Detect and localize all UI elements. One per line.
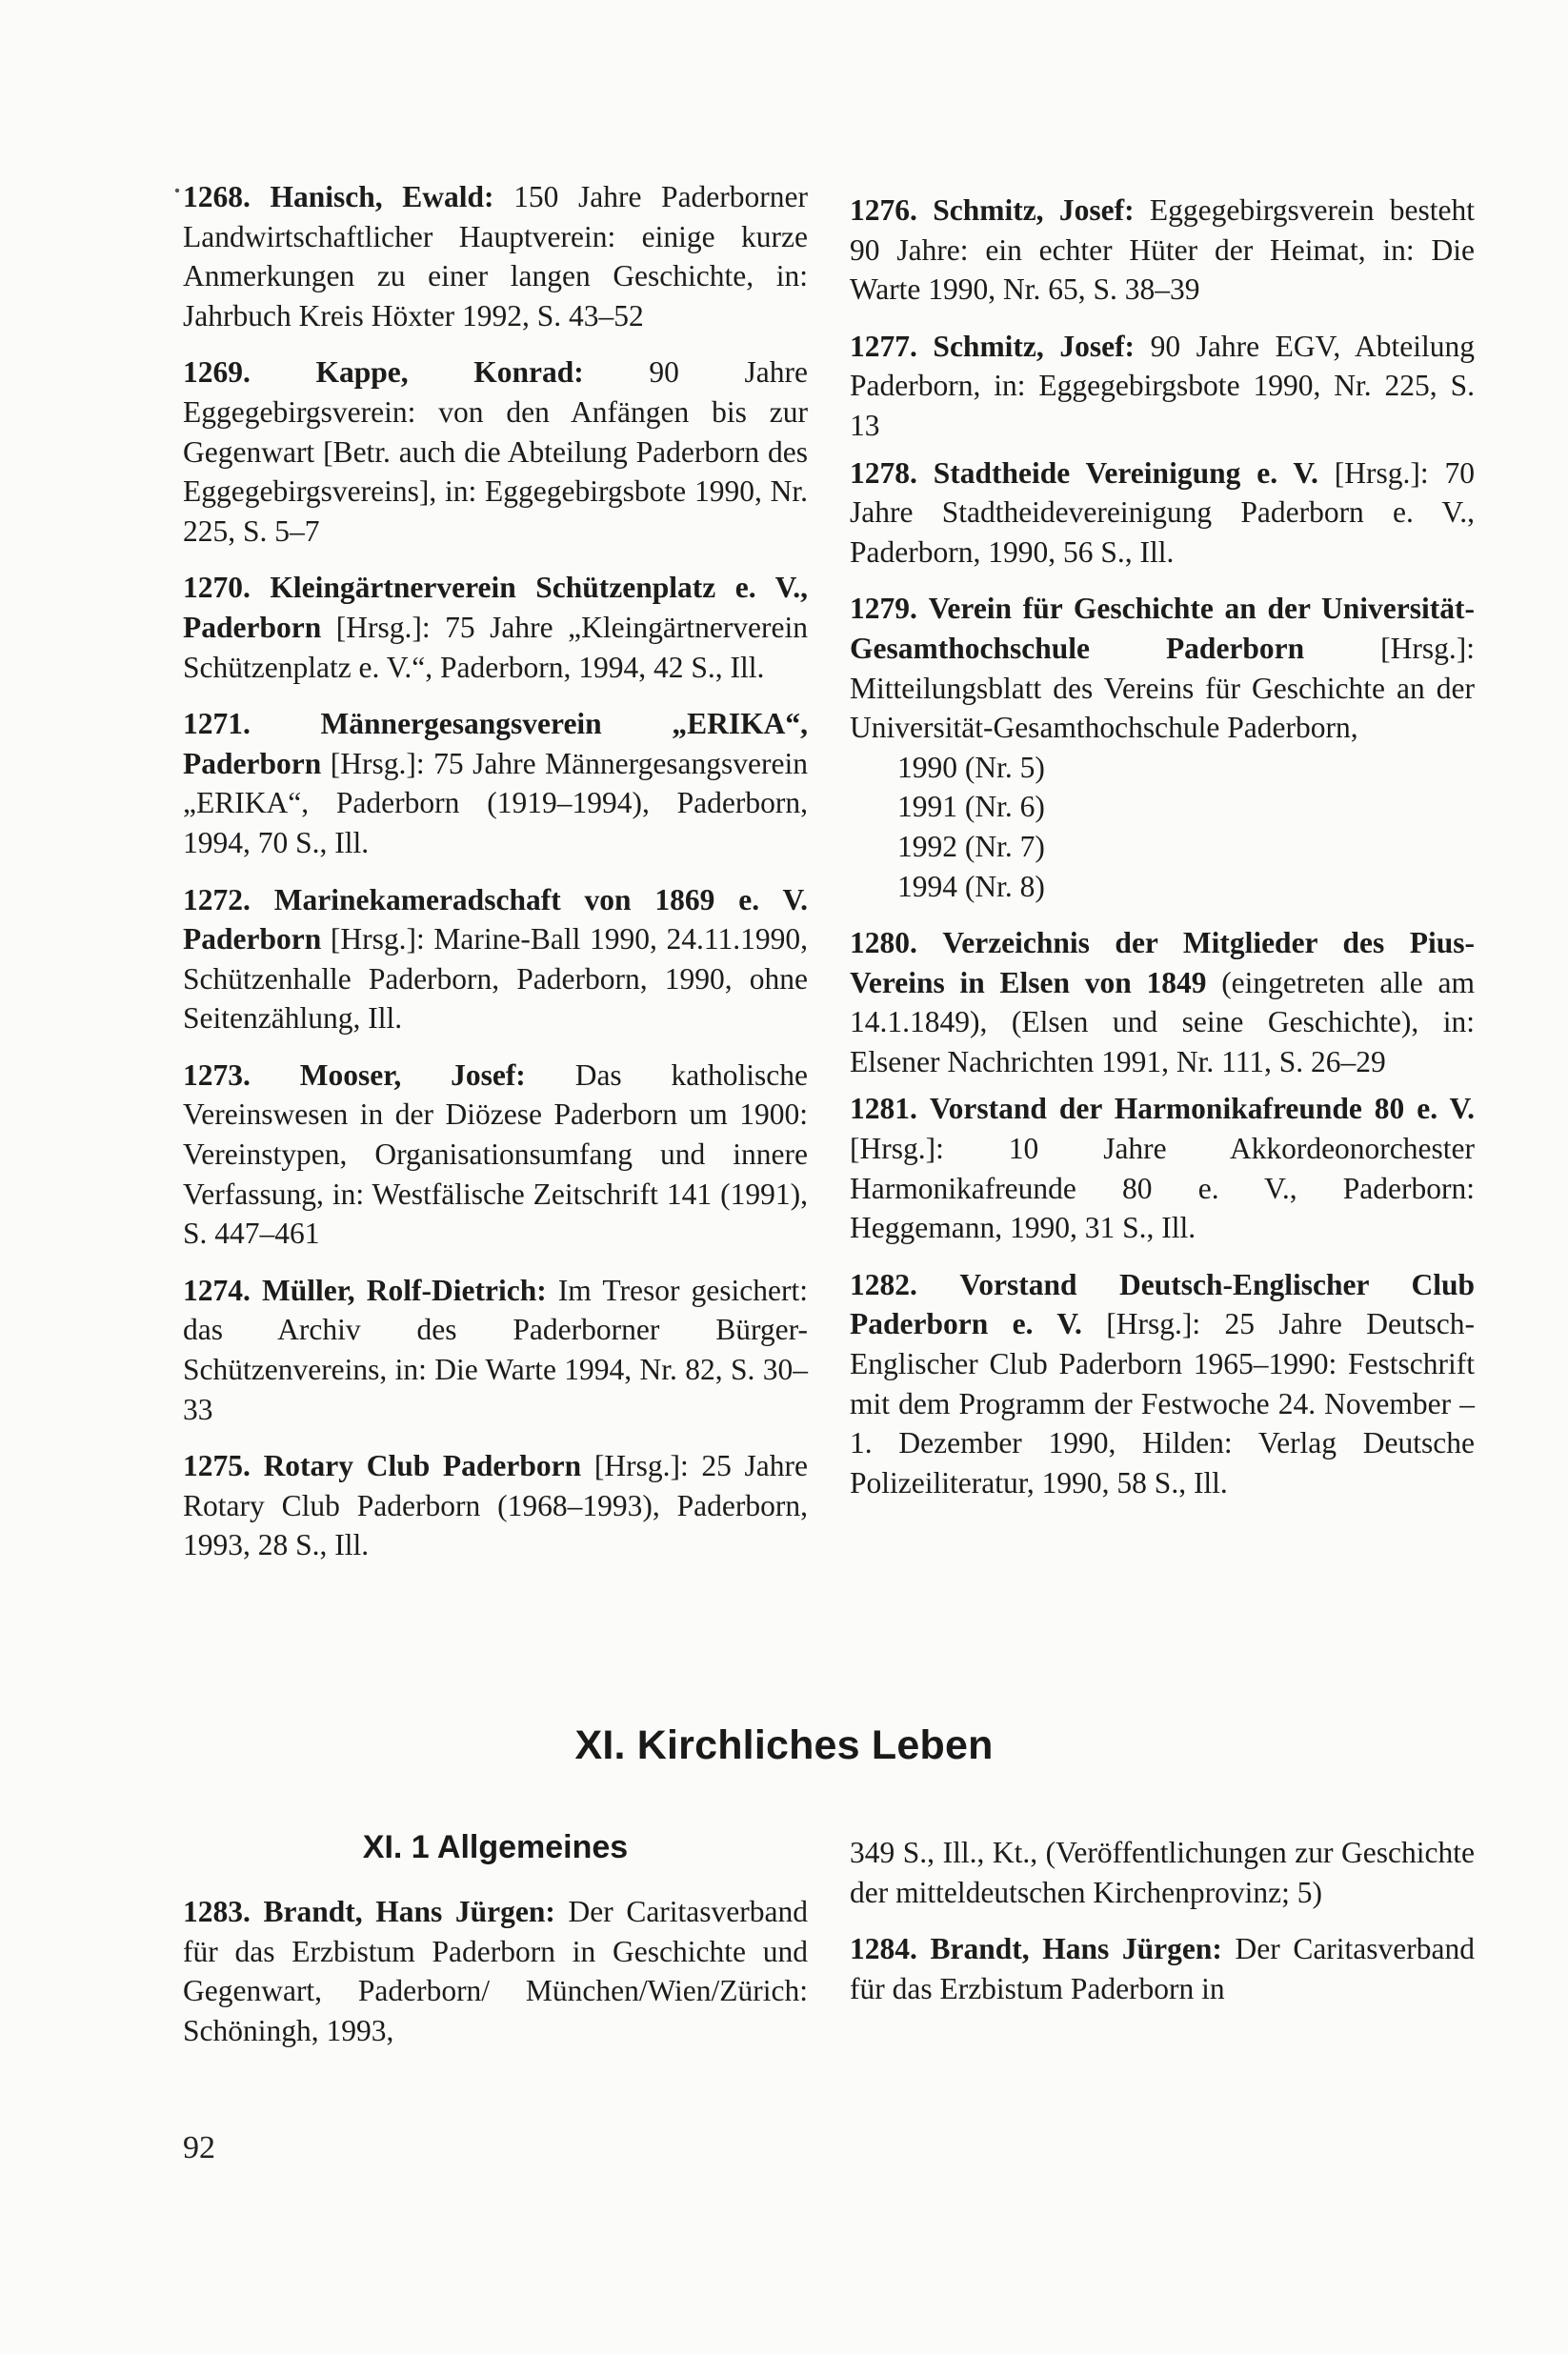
entry-number: 1282. <box>850 1267 917 1301</box>
entry-1276 <box>850 191 1475 310</box>
entry-author: Marinekameradschaft von 1869 e. V. Paderborn <box>183 882 809 956</box>
entry-author: Kleingärtnerverein Schützenplatz e. V., Paderborn <box>183 571 809 644</box>
entry-number: 1279. <box>850 592 917 626</box>
entry-1268 <box>183 177 808 335</box>
entry-author: Vorstand Deutsch-Englischer Club Paderborn e. V. <box>850 1267 1475 1341</box>
entry-author: Vorstand der Harmonikafreunde 80 e. V. <box>929 1092 1476 1126</box>
entry-1284 <box>850 1929 1475 2008</box>
entry-text: [Hrsg.]: 10 Jahre Akkordeonorchester Harmonikafreunde 80 e. V., Paderborn: Heggemann, 1990, 31 S., Ill. <box>850 1132 1475 1245</box>
entry-text: Das katholische Vereinswesen in der Diözese Paderborn um 1900: Vereinstypen, Organisationsumfang und innere Verfassung, in: Westfälische Zeitschrift 141 (1991), S. 447–461 <box>183 1057 809 1251</box>
entry-1280 <box>850 923 1475 1081</box>
scan-speck <box>175 189 179 192</box>
entry-text: 90 Jahre Eggegebirgsverein: von den Anfängen bis zur Gegenwart [Betr. auch die Abteilung Paderborn des Eggegebirgsvereins], in: Eggegebirgsbote 1990, Nr. 225, S. 5–7 <box>183 355 808 548</box>
entry-text: [Hrsg.]: 70 Jahre Stadtheidevereinigung Paderborn e. V., Paderborn, 1990, 56 S., Ill. <box>850 455 1476 569</box>
year-list <box>850 748 1475 906</box>
list-item: 1992 (Nr. 7) <box>897 829 1045 863</box>
entry-text: [Hrsg.]: Marine-Ball 1990, 24.11.1990, Schützenhalle Paderborn, Paderborn, 1990, ohne Seitenzählung, Ill. <box>183 922 808 1036</box>
entry-number: 1275. <box>183 1449 251 1483</box>
entry-text: [Hrsg.]: Mitteilungsblatt des Vereins für Geschichte an der Universität-Gesamthochschule Paderborn, <box>850 631 1475 745</box>
entry-number: 1272. <box>183 882 251 916</box>
entry-1271 <box>183 704 808 862</box>
entry-text: 90 Jahre EGV, Abteilung Paderborn, in: Eggegebirgsbote 1990, Nr. 225, S. 13 <box>850 329 1475 442</box>
entry-1278 <box>850 453 1475 573</box>
page-number: 92 <box>183 2130 215 2165</box>
entry-number: 1283. <box>183 1895 251 1928</box>
entry-number: 1281. <box>850 1092 917 1126</box>
entry-author: Hanisch, Ewald: <box>270 180 494 213</box>
subsection-heading: XI. 1 Allgemeines <box>362 1829 629 1865</box>
entry-1277 <box>850 327 1475 446</box>
entry-text: [Hrsg.]: 75 Jahre Männergesangsverein „ERIKA“, Paderborn (1919–1994), Paderborn, 1994, 70 S., Ill. <box>183 746 808 859</box>
entry-text: Der Caritasverband für das Erzbistum Paderborn in <box>850 1932 1475 2005</box>
entry-number: 1277. <box>850 329 917 363</box>
entry-1283-continued: 349 S., Ill., Kt., (Veröffentlichungen zur Geschichte der mitteldeutschen Kirchenprovinz; 5) <box>850 1836 1475 1909</box>
left-column-lower <box>183 1892 808 2050</box>
right-column <box>850 191 1475 1502</box>
list-item: 1994 (Nr. 8) <box>897 869 1045 903</box>
entry-author: Stadtheide Vereinigung e. V. <box>933 455 1318 490</box>
entry-number: 1271. <box>183 707 251 741</box>
entry-text: [Hrsg.]: 25 Jahre Deutsch-Englischer Club Paderborn 1965–1990: Festschrift mit dem Programm der Festwoche 24. November – 1. Dezember 1990, Hilden: Verlag Deutsche Polizeiliteratur, 1990, 58 S., Ill. <box>850 1307 1475 1500</box>
entry-author: Rotary Club Paderborn <box>263 1449 582 1483</box>
entry-number: 1284. <box>850 1932 917 1966</box>
entry-1274 <box>183 1271 808 1429</box>
entry-author: Männergesangsverein „ERIKA“, Paderborn <box>183 707 808 780</box>
entry-author: Mooser, Josef: <box>299 1057 526 1092</box>
entry-1279 <box>850 589 1475 906</box>
entry-text: Im Tresor gesichert: das Archiv des Paderborner Bürger-Schützenvereins, in: Die Warte 1994, Nr. 82, S. 30–33 <box>183 1273 809 1426</box>
entry-text: 150 Jahre Paderborner Landwirtschaftlicher Hauptverein: einige kurze Anmerkungen zu einer langen Geschichte, in: Jahrbuch Kreis Höxter 1992, S. 43–52 <box>183 180 808 332</box>
entry-1269 <box>183 352 808 551</box>
entry-1281 <box>850 1089 1475 1247</box>
section-heading: XI. Kirchliches Leben <box>574 1722 994 1768</box>
entry-number: 1269. <box>183 355 251 390</box>
entry-author: Kappe, Konrad: <box>315 355 584 390</box>
entry-author: Verzeichnis der Mitglieder des Pius-Vereins in Elsen von 1849 <box>850 926 1475 999</box>
list-item: 1990 (Nr. 5) <box>897 750 1045 784</box>
entry-text: Der Caritasverband für das Erzbistum Paderborn in Geschichte und Gegenwart, Paderborn/ München/Wien/Zürich: Schöningh, 1993, <box>183 1895 808 2047</box>
entry-number: 1268. <box>183 180 251 213</box>
right-column-lower <box>850 1833 1475 2008</box>
entry-number: 1280. <box>850 926 917 960</box>
entry-1272 <box>183 880 808 1038</box>
entry-author: Schmitz, Josef: <box>933 193 1135 227</box>
entry-author: Brandt, Hans Jürgen: <box>930 1932 1222 1966</box>
entry-1275 <box>183 1446 808 1565</box>
entry-1282 <box>850 1265 1475 1503</box>
entry-text: [Hrsg.]: 75 Jahre „Kleingärtnerverein Schützenplatz e. V.“, Paderborn, 1994, 42 S., Ill. <box>183 610 808 684</box>
entry-1283 <box>183 1892 808 2050</box>
entry-text: [Hrsg.]: 25 Jahre Rotary Club Paderborn (1968–1993), Paderborn, 1993, 28 S., Ill. <box>183 1449 809 1562</box>
entry-number: 1274. <box>183 1273 251 1307</box>
left-column <box>183 177 808 1565</box>
entry-1270 <box>183 568 808 687</box>
entry-1273 <box>183 1056 808 1254</box>
list-item: 1991 (Nr. 6) <box>897 790 1045 824</box>
entry-number: 1273. <box>183 1057 251 1092</box>
entry-author: Müller, Rolf-Dietrich: <box>261 1273 547 1307</box>
entry-author: Schmitz, Josef: <box>933 329 1136 363</box>
entry-number: 1270. <box>183 571 251 605</box>
entry-text: Eggegebirgsverein besteht 90 Jahre: ein echter Hüter der Heimat, in: Die Warte 1990, Nr. 65, S. 38–39 <box>850 193 1476 307</box>
entry-number: 1276. <box>850 193 917 227</box>
entry-author: Verein für Geschichte an der Universität-Gesamthochschule Paderborn <box>850 592 1476 665</box>
entry-author: Brandt, Hans Jürgen: <box>263 1895 555 1928</box>
entry-number: 1278. <box>850 455 917 490</box>
entry-text: (eingetreten alle am 14.1.1849), (Elsen und seine Geschichte), in: Elsener Nachrichten 1991, Nr. 111, S. 26–29 <box>850 965 1475 1078</box>
